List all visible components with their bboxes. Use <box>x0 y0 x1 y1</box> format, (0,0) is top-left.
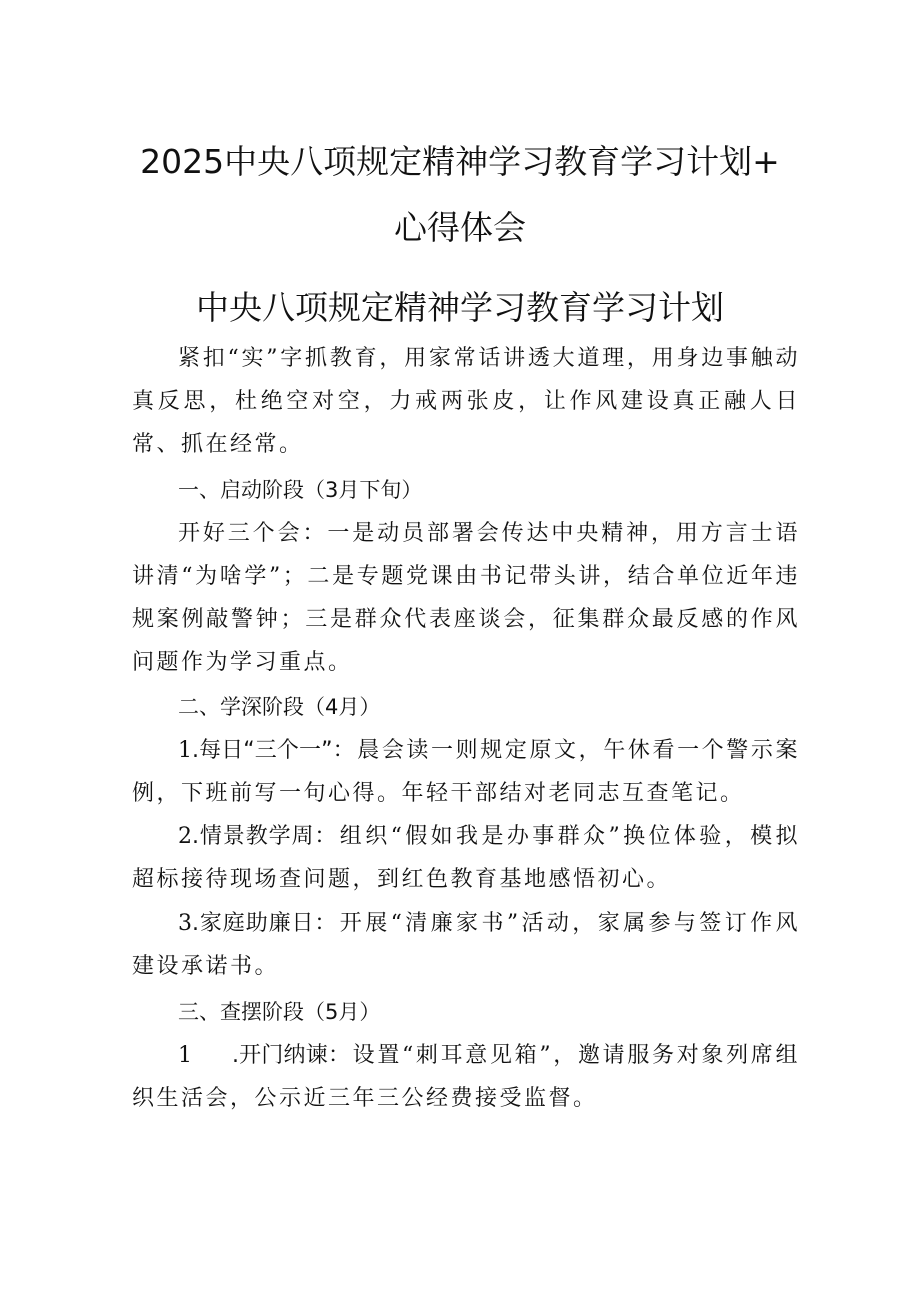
section-1-paragraph: 开好三个会：一是动员部署会传达中央精神，用方言士语讲清“为啥学”；二是专题党课由书记带头讲，结合单位近年违规案例敲警钟；三是群众代表座谈会，征集群众最反感的作风问题作为学习重点。 <box>132 521 800 675</box>
section-heading-2: 二、学深阶段（4月） <box>178 695 381 719</box>
item-number: 2 <box>178 824 192 849</box>
item-text: ：开展“清廉家书”活动，家属参与签订作风建设承诺书。 <box>132 911 801 979</box>
document-subtitle: 中央八项规定精神学习教育学习计划 <box>196 288 724 327</box>
document-title-line-1: 2025中央八项规定精神学习教育学习计划+ <box>140 142 780 181</box>
section-3-item-1 <box>132 1034 800 1120</box>
item-lead: .开门纳谏 <box>232 1043 328 1068</box>
item-number: 3 <box>178 911 192 936</box>
item-lead: .家庭助廉日 <box>192 911 315 936</box>
item-text: ：晨会读一则规定原文，午休看一个警示案例，下班前写一句心得。年轻干部结对老同志互查笔记。 <box>132 738 800 806</box>
item-number: 1 <box>178 738 192 763</box>
item-text: ：设置“刺耳意见箱”，邀请服务对象列席组织生活会，公示近三年三公经费接受监督。 <box>132 1043 800 1111</box>
item-number: 1 <box>178 1043 192 1068</box>
section-heading-3: 三、查摆阶段（5月） <box>178 1000 381 1024</box>
section-heading-1: 一、启动阶段（3月下旬） <box>178 478 423 502</box>
section-2-item-2 <box>132 815 800 901</box>
item-lead: .每日“三个一” <box>192 738 333 763</box>
item-lead: .情景教学周 <box>192 824 315 849</box>
section-2-item-3 <box>132 902 800 988</box>
intro-paragraph: 紧扣“实”字抓教育，用家常话讲透大道理，用身边事触动真反思，杜绝空对空，力戒两张皮，让作风建设真正融人日常、抓在经常。 <box>132 346 800 457</box>
item-text: ：组织“假如我是办事群众”换位体验，模拟超标接待现场查问题，到红色教育基地感悟初心。 <box>132 824 801 892</box>
section-2-item-1 <box>132 729 800 815</box>
document-title-line-2: 心得体会 <box>394 208 526 247</box>
